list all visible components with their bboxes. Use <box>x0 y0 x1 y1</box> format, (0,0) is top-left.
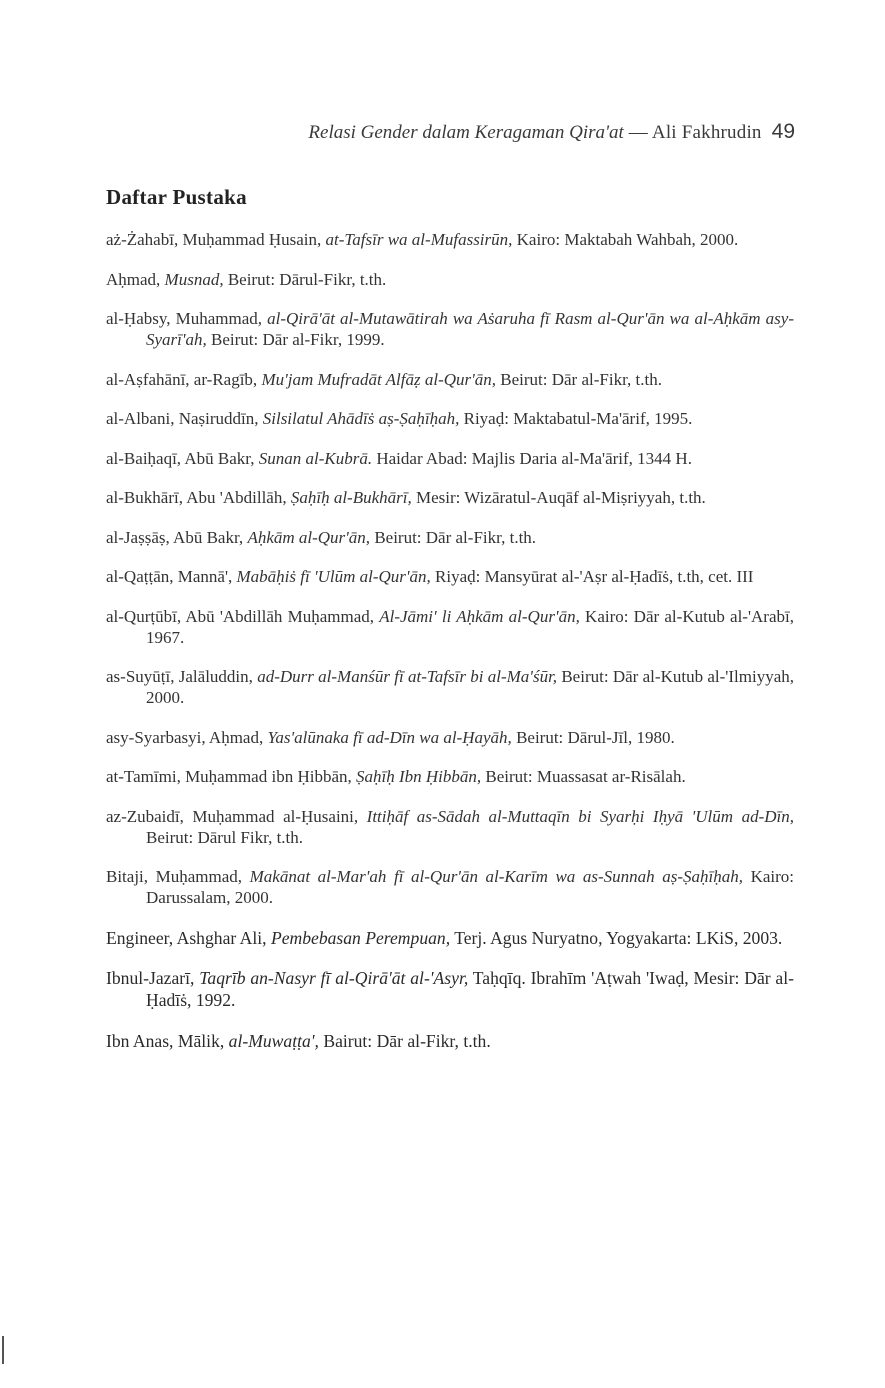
reference-author: as-Suyūṭī, Jalāluddin, <box>106 667 258 686</box>
reference-item <box>106 666 794 708</box>
reference-item <box>106 866 794 908</box>
reference-item <box>106 1030 794 1052</box>
reference-author: al-Aṣfahānī, ar-Ragīb, <box>106 369 262 389</box>
reference-publisher: Taḥqīq. Ibrahīm 'Aṭwah 'Iwaḍ, Mesir: Dār al-Ḥadīṡ, 1992. <box>146 968 794 1010</box>
reference-author: Aḥmad, <box>106 269 165 289</box>
reference-title: Mabāḥiṡ fī 'Ulūm al-Qur'ān, <box>236 567 431 586</box>
reference-publisher: Terj. Agus Nuryatno, Yogyakarta: LKiS, 2003. <box>450 927 783 948</box>
running-header-author: — Ali Fakhrudin <box>623 122 762 143</box>
reference-publisher: Beirut: Dār al-Fikr, 1999. <box>206 330 385 349</box>
reference-author: al-Ḥabsy, Muhammad, <box>106 309 268 328</box>
reference-title: Mu'jam Mufradāt Alfāẓ al-Qur'ān, <box>261 369 497 389</box>
reference-author: al-Qurṭūbī, Abū 'Abdillāh Muḥammad, <box>106 606 380 626</box>
reference-publisher: Riyaḍ: Maktabatul-Ma'ārif, 1995. <box>459 409 693 428</box>
reference-author: Bitaji, Muḥammad, <box>106 867 250 886</box>
reference-item <box>106 408 794 429</box>
reference-item <box>106 308 794 350</box>
reference-publisher: Haidar Abad: Majlis Daria al-Ma'ārif, 1344 H. <box>372 448 692 468</box>
reference-title: Pembebasan Perempuan, <box>270 927 451 948</box>
reference-publisher: Kairo: Dār al-Kutub al-'Arabī, 1967. <box>146 606 794 647</box>
reference-title: at-Tafsīr wa al-Mufassirūn, <box>325 230 513 249</box>
reference-item <box>106 487 794 508</box>
reference-publisher: Beirut: Muassasat ar-Risālah. <box>481 767 686 786</box>
reference-publisher: Riyaḍ: Mansyūrat al-'Aṣr al-Ḥadīṡ, t.th, cet. III <box>430 567 754 586</box>
reference-title: al-Qirā'āt al-Mutawātirah wa Aṡaruha fī Rasm al-Qur'ān wa al-Aḥkām asy-Syarī'ah, <box>146 309 794 349</box>
running-header-title: Relasi Gender dalam Keragaman Qira'at <box>308 122 624 143</box>
reference-item <box>106 727 794 748</box>
reference-item <box>106 927 794 949</box>
reference-title: ad-Durr al-Manśūr fī at-Tafsīr bi al-Ma'śūr, <box>257 667 558 686</box>
reference-item <box>106 448 794 469</box>
reference-publisher: Beirut: Dārul-Jīl, 1980. <box>511 727 675 747</box>
reference-title: Ṣaḥīḥ al-Bukhārī, <box>290 488 412 507</box>
page-number: 49 <box>771 120 795 143</box>
reference-publisher: Kairo: Maktabah Wahbah, 2000. <box>512 230 739 249</box>
reference-publisher: Beirut: Dārul-Fikr, t.th. <box>223 269 387 289</box>
reference-title: al-Muwaṭṭa', <box>228 1030 319 1051</box>
reference-publisher: Beirut: Dār al-Kutub al-'Ilmiyyah, 2000. <box>146 667 794 707</box>
reference-item <box>106 606 794 648</box>
reference-publisher: Mesir: Wizāratul-Auqāf al-Miṣriyyah, t.th. <box>411 488 706 507</box>
reference-author: asy-Syarbasyi, Aḥmad, <box>106 727 268 747</box>
running-header <box>0 120 795 144</box>
reference-item <box>106 967 794 1011</box>
reference-title: Ittiḥāf as-Sādah al-Muttaqīn bi Syarḥi Iḥyā 'Ulūm ad-Dīn, <box>366 806 794 826</box>
reference-item <box>106 369 794 390</box>
reference-author: al-Albani, Naṣiruddīn, <box>106 409 263 428</box>
reference-author: al-Baiḥaqī, Abū Bakr, <box>106 448 259 468</box>
reference-author: Engineer, Ashghar Ali, <box>106 927 271 948</box>
section-title: Daftar Pustaka <box>106 185 247 209</box>
reference-item <box>106 269 794 290</box>
reference-author: az-Zubaidī, Muḥammad al-Ḥusaini, <box>106 806 367 826</box>
reference-author: al-Qaṭṭān, Mannā', <box>106 567 237 586</box>
reference-title: Al-Jāmi' li Aḥkām al-Qur'ān, <box>379 606 580 626</box>
reference-publisher: Bairut: Dār al-Fikr, t.th. <box>318 1030 491 1051</box>
reference-title: Silsilatul Ahādīṡ aṣ-Ṣaḥīḥah, <box>262 409 460 428</box>
reference-item <box>106 566 794 587</box>
reference-title: Sunan al-Kubrā. <box>258 448 373 468</box>
reference-author: al-Jaṣṣāṣ, Abū Bakr, <box>106 527 248 547</box>
reference-publisher: Beirut: Dārul Fikr, t.th. <box>146 827 304 847</box>
reference-item <box>106 766 794 787</box>
reference-title: Ṣaḥīḥ Ibn Ḥibbān, <box>356 767 482 786</box>
reference-item <box>106 229 794 250</box>
reference-author: Ibnul-Jazarī, <box>106 968 200 988</box>
reference-title: Makānat al-Mar'ah fī al-Qur'ān al-Karīm wa as-Sunnah aṣ-Ṣaḥīḥah, <box>249 867 743 886</box>
reference-list <box>106 229 794 1070</box>
reference-title: Musnad, <box>164 269 224 289</box>
reference-title: Aḥkām al-Qur'ān, <box>247 527 371 547</box>
reference-item <box>106 527 794 548</box>
reference-author: al-Bukhārī, Abu 'Abdillāh, <box>106 488 291 507</box>
reference-publisher: Beirut: Dār al-Fikr, t.th. <box>496 369 662 389</box>
reference-item <box>106 806 794 848</box>
reference-author: aż-Żahabī, Muḥammad Ḥusain, <box>106 230 326 249</box>
reference-author: at-Tamīmi, Muḥammad ibn Ḥibbān, <box>106 767 356 786</box>
reference-title: Yas'alūnaka fī ad-Dīn wa al-Ḥayāh, <box>267 727 512 747</box>
reference-author: Ibn Anas, Mālik, <box>106 1030 229 1051</box>
reference-publisher: Beirut: Dār al-Fikr, t.th. <box>370 527 537 547</box>
reference-publisher: Kairo: Darussalam, 2000. <box>146 867 794 907</box>
scan-edge-mark <box>2 1336 4 1364</box>
reference-title: Taqrīb an-Nasyr fī al-Qirā'āt al-'Asyr, <box>199 968 469 988</box>
